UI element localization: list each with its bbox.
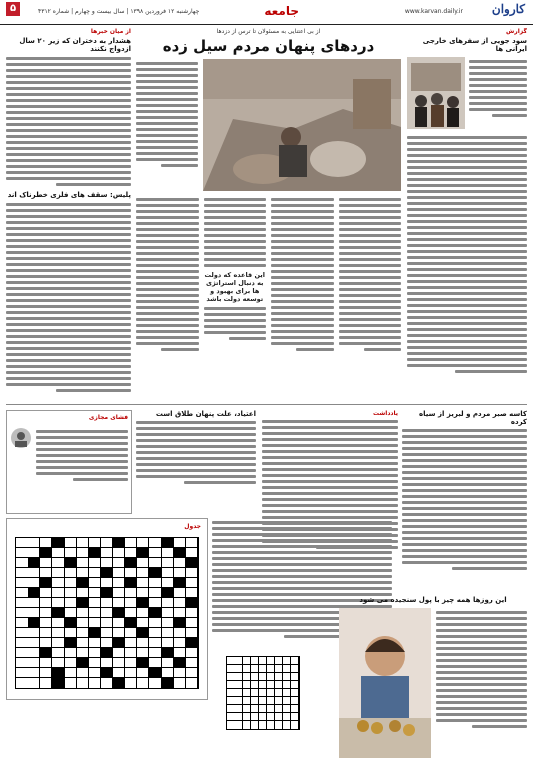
section-title: جامعه	[264, 4, 299, 18]
bottom-right-story	[402, 410, 527, 590]
notes-column	[136, 410, 256, 505]
author-avatar	[10, 427, 32, 449]
sudoku-grid	[226, 656, 300, 730]
crossword-grid	[15, 537, 199, 689]
right-column-photo-box	[407, 57, 465, 133]
right-column-tag: گزارش	[505, 28, 527, 35]
masthead-website: www.karvan.daily.ir	[404, 8, 463, 15]
masthead	[0, 0, 533, 25]
flood-victim-photo	[203, 59, 401, 191]
virtual-space-tag: فشای مجازی	[88, 414, 128, 421]
crossword-tag: جدول	[184, 523, 201, 530]
travelers-photo	[407, 57, 465, 129]
masthead-logo: کاروان	[491, 2, 525, 16]
left-story-1-headline: هشدار به دختران که زیر ۲۰ سال ازدواج نکنند	[19, 37, 131, 53]
main-headline: دردهای پنهان مردم سیل زده	[162, 37, 375, 55]
page-number: ۵	[6, 2, 20, 16]
date-line: چهارشنبه ۱۲ فروردین ۱۳۹۸ | سال بیست و چهارم | شماره ۴۳۱۲	[38, 8, 200, 15]
main-photo-area	[136, 59, 401, 191]
child-with-coins-photo	[339, 608, 431, 758]
left-column	[6, 28, 131, 400]
right-column-headline: سود جویی از سفرهای خارجی ایرانی ها	[422, 37, 527, 53]
virtual-space-box	[6, 410, 132, 514]
kids-story-headline: این روزها همه چیز با پول سنجیده می شود	[359, 596, 507, 604]
bottom-right-headline: کاسه صبر مردم و لبریز از سیاه کرده	[419, 410, 527, 426]
kids-story	[339, 596, 527, 774]
left-column-tag: از میان خبرها	[90, 28, 131, 35]
notes-tag: یادداشت	[373, 410, 398, 417]
main-kicker: از بی اعتنایی به مسئولان تا ترس از دزدها	[216, 28, 321, 35]
right-column	[407, 28, 527, 400]
pull-quote: این قاعده که دولت به دنبال استراتژی ها برای بهبود و توسعه دولت باشد	[204, 271, 265, 303]
notes-headline: اعتیاد، علت پنهان طلاق است	[155, 410, 256, 418]
main-story	[136, 28, 401, 400]
left-story-2-headline: پلیس: سقف های فلزی خطرناک اند	[7, 191, 131, 199]
crossword-box	[6, 518, 208, 700]
